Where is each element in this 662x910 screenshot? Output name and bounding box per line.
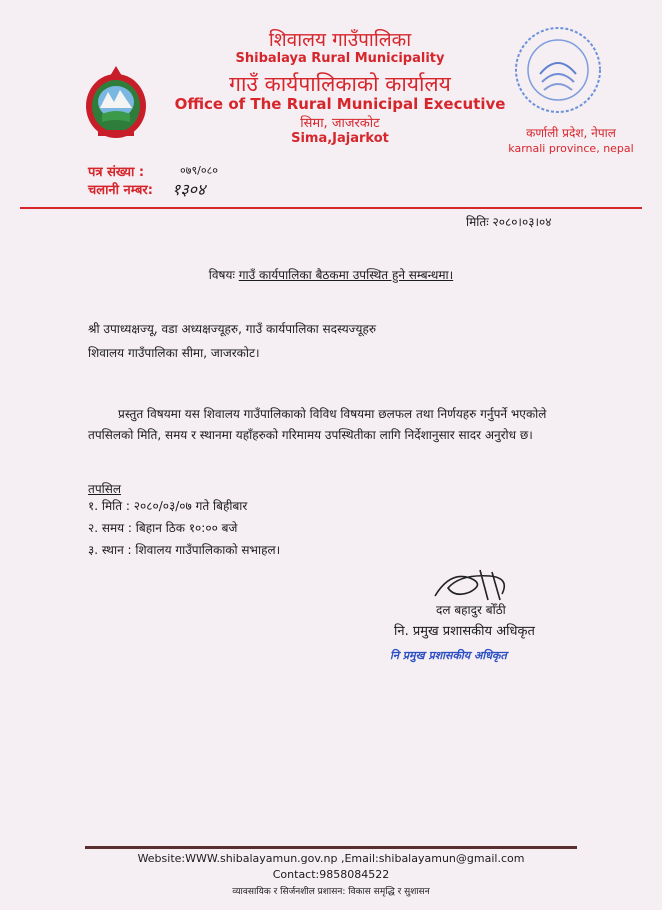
letter-no-label: पत्र संख्या : [88, 165, 145, 180]
recipient-line: श्री उपाध्यक्षज्यू, वडा अध्यक्षज्यूहरु, गाउँ कार्यपालिका सदस्यज्यूहरु [88, 322, 377, 336]
office-seal-icon [510, 22, 606, 122]
recipient-address: शिवालय गाउँपालिका सीमा, जाजरकोट। [88, 346, 260, 360]
footer-contact: Website:WWW.shibalayamun.gov.np ,Email:shibalayamun@gmail.com [137, 852, 525, 865]
letter-no-value: ०७९/०८० [180, 164, 219, 177]
body-paragraph: प्रस्तुत विषयमा यस शिवालय गाउँपालिकाको विविध विषयमा छलफल तथा निर्णयहरु गर्नुपर्ने भएकोले तपसिलको मिति, समय र स्थानमा यहाँहरुको गरिमामय उपस्थितीका लागि निर्देशानुसार सादर अनुरोध छ। [88, 407, 547, 442]
details-item-venue: ३. स्थान : शिवालय गाउँपालिकाको सभाहल। [88, 543, 281, 557]
footer-divider [85, 846, 577, 849]
office-name-en: Office of The Rural Municipal Executive [174, 95, 506, 113]
subject-label: विषयः [208, 268, 235, 282]
signer-title: नि. प्रमुख प्रशासकीय अधिकृत [394, 624, 535, 639]
signer-name: दल बहादुर बोँठी [436, 603, 506, 617]
nepal-emblem-icon [76, 62, 156, 146]
dispatch-no-value: १३०४ [172, 180, 206, 199]
location-np: सिमा, जाजरकोट [300, 116, 380, 131]
dispatch-no-label: चलानी नम्बर: [88, 183, 153, 198]
letter-date: मितिः २०८०।०३।०४ [466, 215, 552, 229]
municipality-name-np: शिवालय गाउँपालिका [268, 29, 412, 51]
province-np: कर्णाली प्रदेश, नेपाल [526, 126, 616, 140]
footer-motto: व्यावसायिक र सिर्जनशील प्रशासन: विकास समृद्धि र सुशासन [232, 887, 430, 897]
location-en: Sima,Jajarkot [291, 131, 389, 146]
subject-text: गाउँ कार्यपालिका बैठकमा उपस्थित हुने सम्बन्धमा। [238, 268, 454, 282]
designation-stamp: नि प्रमुख प्रशासकीय अधिकृत [390, 649, 507, 662]
municipality-name-en: Shibalaya Rural Municipality [235, 51, 445, 66]
details-item-time: २. समय : बिहान ठिक १०:०० बजे [88, 521, 238, 535]
subject-line [0, 266, 662, 283]
details-item-date: १. मिति : २०८०/०३/०७ गते बिहीबार [88, 499, 248, 513]
office-name-np: गाउँ कार्यपालिकाको कार्यालय [229, 72, 451, 96]
footer-phone: Contact:9858084522 [272, 868, 390, 881]
header-divider [20, 207, 642, 209]
province-en: karnali province, nepal [508, 142, 634, 155]
details-heading: तपसिल [88, 482, 122, 496]
